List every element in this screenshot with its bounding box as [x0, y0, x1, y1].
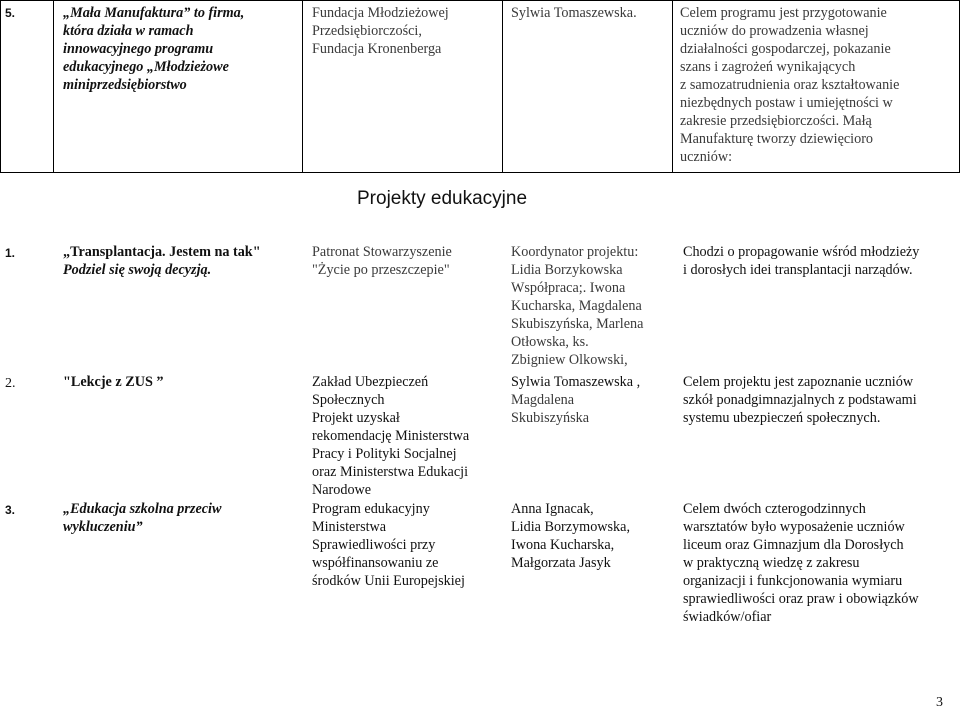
title-line: wykluczeniu” — [63, 519, 143, 535]
column-divider — [502, 0, 503, 173]
partner-line: oraz Ministerstwa Edukacji — [312, 464, 469, 480]
desc-line: szans i zagrożeń wynikających — [680, 59, 856, 75]
partner-line: Narodowe — [312, 482, 372, 498]
title-line: innowacyjnego programu — [63, 41, 214, 57]
row-number: 3. — [5, 503, 16, 517]
desc-line: i dorosłych idei transplantacji narządów. — [683, 262, 913, 278]
project-title — [63, 373, 163, 391]
title-line: „Transplantacja. Jestem na tak" — [63, 244, 261, 260]
desc-line: z samozatrudnienia oraz kształtowanie — [680, 77, 900, 93]
desc-line: Celem dwóch czterogodzinnych — [683, 501, 866, 517]
partner-line: Ministerstwa — [312, 519, 387, 535]
partner-line: rekomendację Ministerstwa — [312, 428, 470, 444]
desc-line: w praktyczną wiedzę z zakresu — [683, 555, 860, 571]
people-cell — [511, 4, 637, 22]
desc-line: Chodzi o propagowanie wśród młodzieży — [683, 244, 920, 260]
title-line: "Lekcje z ZUS ” — [63, 374, 164, 390]
desc-line: działalności gospodarczej, pokazanie — [680, 41, 891, 57]
desc-line: zakresie przedsiębiorczości. Małą — [680, 113, 872, 129]
desc-line: uczniów do prowadzenia własnej — [680, 23, 869, 39]
people-line: Sylwia Tomaszewska , — [511, 374, 641, 390]
people-line: Zbigniew Olkowski, — [511, 352, 628, 368]
partner-line: Program edukacyjny — [312, 501, 430, 517]
people-line: Sylwia Tomaszewska. — [511, 5, 637, 21]
partner-cell — [312, 243, 452, 279]
people-line: Kucharska, Magdalena — [511, 298, 642, 314]
page-number: 3 — [936, 695, 943, 710]
people-line: Magdalena — [511, 392, 575, 408]
people-line: Lidia Borzymowska, — [511, 519, 630, 535]
row-number: 2. — [5, 376, 16, 391]
project-title — [63, 500, 221, 536]
partner-line: Społecznych — [312, 392, 385, 408]
title-line: miniprzedsiębiorstwo — [63, 77, 187, 93]
desc-line: niezbędnych postaw i umiejętności w — [680, 95, 893, 111]
desc-line: organizacji i funkcjonowania wymiaru — [683, 573, 903, 589]
partner-line: środków Unii Europejskiej — [312, 573, 465, 589]
desc-line: uczniów: — [680, 149, 733, 165]
title-line: Podziel się swoją decyzją. — [63, 262, 212, 278]
desc-line: warsztatów było wyposażenie uczniów — [683, 519, 905, 535]
people-line: Otłowska, ks. — [511, 334, 589, 350]
table-border-top — [0, 0, 960, 1]
column-divider — [53, 0, 54, 173]
column-divider — [302, 0, 303, 173]
people-line: Skubiszyńska, Marlena — [511, 316, 644, 332]
partner-line: "Życie po przeszczepie" — [312, 262, 450, 278]
project-title — [63, 243, 261, 279]
people-cell — [511, 373, 640, 427]
people-line: Lidia Borzykowska — [511, 262, 623, 278]
partner-line: Przedsiębiorczości, — [312, 23, 422, 39]
section-heading: Projekty edukacyjne — [357, 188, 528, 209]
people-line: Małgorzata Jasyk — [511, 555, 611, 571]
partner-line: Fundacja Młodzieżowej — [312, 5, 449, 21]
partner-line: współfinansowaniu ze — [312, 555, 439, 571]
partner-cell — [312, 500, 465, 590]
column-divider — [672, 0, 673, 173]
desc-line: liceum oraz Gimnazjum dla Dorosłych — [683, 537, 904, 553]
partner-line: Fundacja Kronenberga — [312, 41, 442, 57]
partner-line: Sprawiedliwości przy — [312, 537, 436, 553]
partner-line: Projekt uzyskał — [312, 410, 400, 426]
table-border-bottom — [0, 172, 960, 173]
description-cell — [683, 243, 919, 279]
people-line: Anna Ignacak, — [511, 501, 594, 517]
table-border-left — [0, 0, 1, 173]
partner-line: Pracy i Polityki Socjalnej — [312, 446, 457, 462]
description-cell — [683, 500, 919, 626]
desc-line: Manufakturę tworzy dziewięcioro — [680, 131, 874, 147]
desc-line: Celem projektu jest zapoznanie uczniów — [683, 374, 914, 390]
title-line: edukacyjnego „Młodzieżowe — [63, 59, 229, 75]
row-number: 5. — [5, 6, 16, 20]
project-title — [63, 4, 244, 94]
desc-line: świadków/ofiar — [683, 609, 772, 625]
partner-cell — [312, 4, 449, 58]
row-number: 1. — [5, 246, 16, 260]
partner-line: Zakład Ubezpieczeń — [312, 374, 429, 390]
title-line: „Mała Manufaktura” to firma, — [63, 5, 245, 21]
partner-line: Patronat Stowarzyszenie — [312, 244, 452, 260]
desc-line: szkół ponadgimnazjalnych z podstawami — [683, 392, 917, 408]
people-cell — [511, 500, 630, 572]
people-line: Współpraca;. Iwona — [511, 280, 626, 296]
desc-line: Celem programu jest przygotowanie — [680, 5, 887, 21]
partner-cell — [312, 373, 469, 499]
people-line: Iwona Kucharska, — [511, 537, 615, 553]
desc-line: systemu ubezpieczeń społecznych. — [683, 410, 881, 426]
title-line: która działa w ramach — [63, 23, 194, 39]
description-cell — [680, 4, 899, 166]
description-cell — [683, 373, 917, 427]
title-line: „Edukacja szkolna przeciw — [63, 501, 222, 517]
desc-line: sprawiedliwości oraz praw i obowiązków — [683, 591, 919, 607]
people-cell — [511, 243, 643, 369]
people-line: Skubiszyńska — [511, 410, 590, 426]
people-line: Koordynator projektu: — [511, 244, 639, 260]
